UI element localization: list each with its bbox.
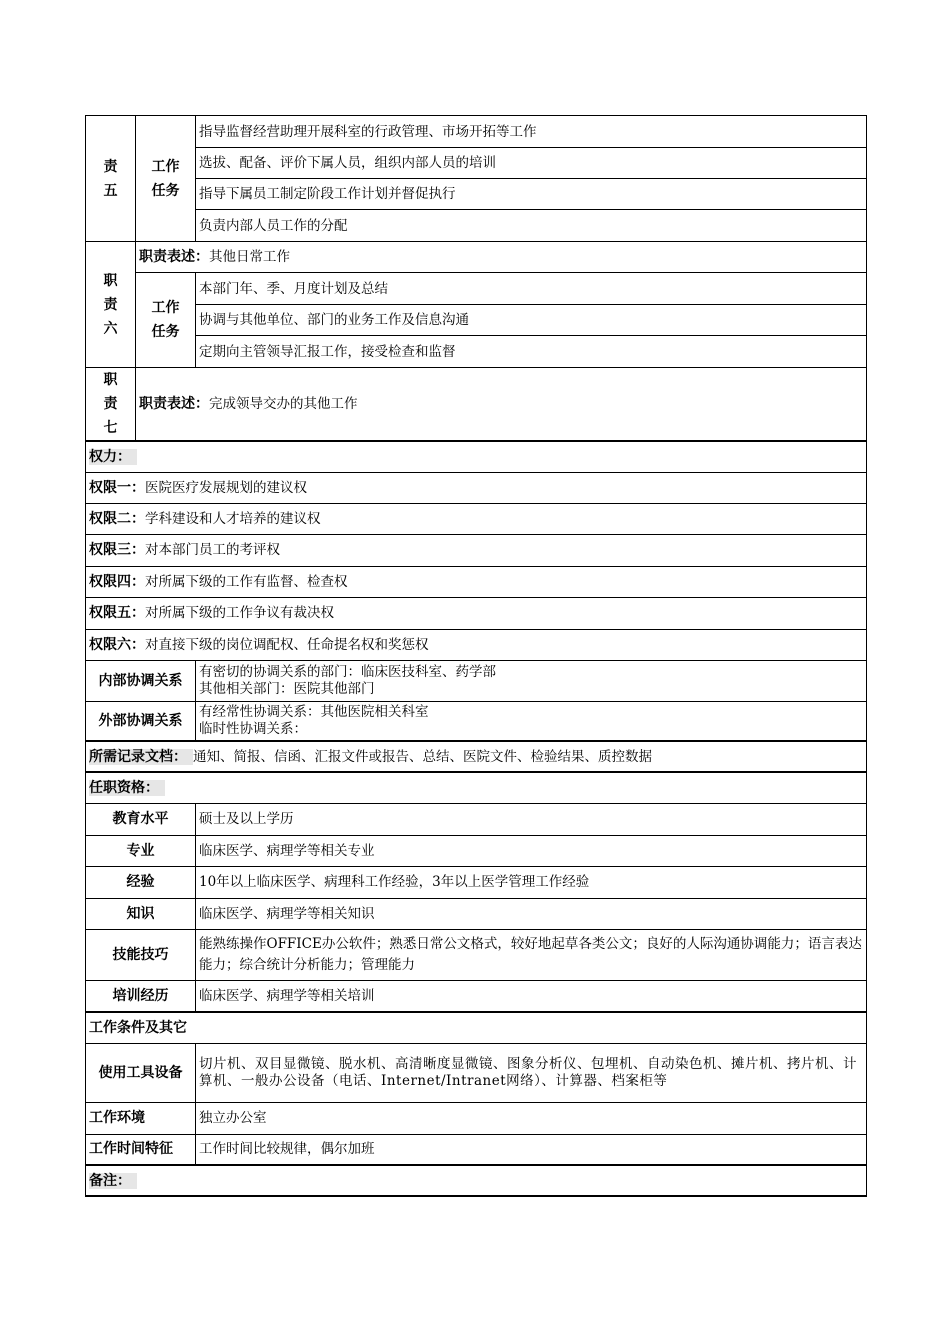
qualification-label: 经验 bbox=[86, 866, 196, 898]
qualification-label: 专业 bbox=[86, 835, 196, 866]
duty5-task: 选拔、配备、评价下属人员，组织内部人员的培训 bbox=[196, 148, 867, 179]
duty6-task: 定期向主管领导汇报工作，接受检查和监督 bbox=[196, 336, 867, 368]
qualification-section-title: 任职资格： bbox=[86, 772, 867, 803]
condition-label: 使用工具设备 bbox=[86, 1043, 196, 1102]
power-item: 权限三：对本部门员工的考评权 bbox=[86, 534, 867, 566]
records-text: 通知、简报、信函、汇报文件或报告、总结、医院文件、检验结果、质控数据 bbox=[193, 748, 652, 765]
qualification-label: 知识 bbox=[86, 898, 196, 929]
records-row bbox=[86, 741, 867, 772]
power-item: 权限四：对所属下级的工作有监督、检查权 bbox=[86, 566, 867, 597]
duty5-task: 指导监督经营助理开展科室的行政管理、市场开拓等工作 bbox=[196, 116, 867, 148]
duty6-desc-label: 职责表述： bbox=[139, 249, 209, 265]
job-description-table bbox=[85, 115, 867, 1197]
power-item: 权限一：医院医疗发展规划的建议权 bbox=[86, 472, 867, 503]
power-item: 权限六：对直接下级的岗位调配权、任命提名权和奖惩权 bbox=[86, 629, 867, 660]
condition-value: 独立办公室 bbox=[196, 1102, 867, 1134]
qualification-value: 临床医学、病理学等相关专业 bbox=[196, 835, 867, 866]
duty5-label: 责 五 bbox=[86, 116, 136, 242]
duty6-task-label: 工作 任务 bbox=[136, 273, 196, 368]
qualification-label: 教育水平 bbox=[86, 803, 196, 835]
internal-coordination-label: 内部协调关系 bbox=[86, 660, 196, 701]
duty6-task: 本部门年、季、月度计划及总结 bbox=[196, 273, 867, 305]
qualification-value: 临床医学、病理学等相关知识 bbox=[196, 898, 867, 929]
condition-label: 工作时间特征 bbox=[86, 1134, 196, 1165]
duty5-task: 负责内部人员工作的分配 bbox=[196, 210, 867, 242]
conditions-section-title: 工作条件及其它 bbox=[86, 1012, 867, 1043]
condition-label: 工作环境 bbox=[86, 1102, 196, 1134]
external-coordination-label: 外部协调关系 bbox=[86, 701, 196, 741]
duty6-description bbox=[136, 242, 867, 273]
records-label: 所需记录文档： bbox=[89, 749, 193, 765]
qualification-value: 10年以上临床医学、病理科工作经验，3年以上医学管理工作经验 bbox=[196, 866, 867, 898]
job-description-document bbox=[85, 115, 866, 1197]
duty5-task: 指导下属员工制定阶段工作计划并督促执行 bbox=[196, 179, 867, 210]
duty7-description bbox=[136, 368, 867, 442]
power-section-title: 权力： bbox=[86, 441, 867, 472]
condition-value: 工作时间比较规律，偶尔加班 bbox=[196, 1134, 867, 1165]
condition-value: 切片机、双目显微镜、脱水机、高清晰度显微镜、图象分析仪、包埋机、自动染色机、摊片机、拷片机、计算机、一般办公设备（电话、Internet/Intranet网络）、计算器、档案柜等 bbox=[196, 1043, 867, 1102]
duty5-task-label: 工作 任务 bbox=[136, 116, 196, 242]
qualification-value: 能熟练操作OFFICE办公软件；熟悉日常公文格式，较好地起草各类公文；良好的人际沟通协调能力；语言表达能力；综合统计分析能力；管理能力 bbox=[196, 929, 867, 980]
duty7-label: 职 责 七 bbox=[86, 368, 136, 442]
power-item: 权限二：学科建设和人才培养的建议权 bbox=[86, 503, 867, 534]
duty6-label: 职 责 六 bbox=[86, 242, 136, 368]
duty6-task: 协调与其他单位、部门的业务工作及信息沟通 bbox=[196, 305, 867, 336]
duty6-desc-text: 其他日常工作 bbox=[209, 249, 290, 265]
external-coordination-text: 有经常性协调关系：其他医院相关科室 临时性协调关系： bbox=[196, 701, 867, 741]
power-item: 权限五：对所属下级的工作争议有裁决权 bbox=[86, 597, 867, 629]
qualification-value: 临床医学、病理学等相关培训 bbox=[196, 980, 867, 1012]
duty7-desc-text: 完成领导交办的其他工作 bbox=[209, 396, 358, 412]
remarks-section-title: 备注： bbox=[86, 1165, 867, 1196]
duty7-desc-label: 职责表述： bbox=[139, 396, 209, 412]
qualification-label: 培训经历 bbox=[86, 980, 196, 1012]
qualification-label: 技能技巧 bbox=[86, 929, 196, 980]
internal-coordination-text: 有密切的协调关系的部门：临床医技科室、药学部 其他相关部门：医院其他部门 bbox=[196, 660, 867, 701]
qualification-value: 硕士及以上学历 bbox=[196, 803, 867, 835]
